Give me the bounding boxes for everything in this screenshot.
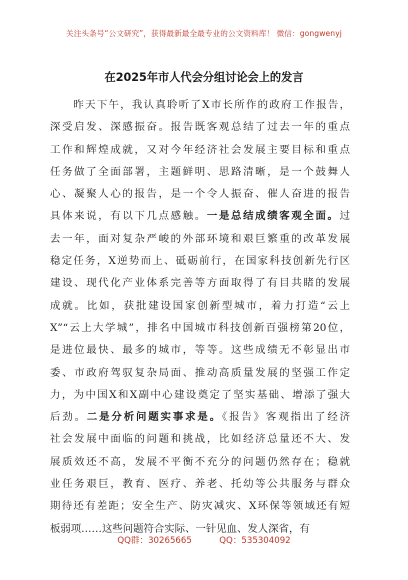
body-line <box>50 451 350 473</box>
document-body <box>50 94 350 540</box>
document-title: 在2025年市人代会分组讨论会上的发言 <box>104 71 304 84</box>
body-line-text: 后劲。 <box>50 411 87 424</box>
body-line-text: 心、凝聚人心的报告，是一个令人振奋、催人奋进的报告 <box>50 188 350 201</box>
body-line-text: 稳定任务，X逆势而上、砥砺前行，在国家科技创新先行区 <box>50 255 350 268</box>
body-line-text: 任务做了全面部署，主题鲜明、思路清晰，是一个鼓舞人 <box>50 165 350 178</box>
body-line-text: 具体来说，有以下几点感触。 <box>50 210 207 223</box>
body-line-text: 展质效还不高，发展不平衡不充分的问题仍然存在；稳就 <box>50 455 350 468</box>
body-line-text: 期待还有差距；安全生产、防灾减灾、X环保等领域还有短 <box>50 500 350 513</box>
footer-qq-number: QQ：535304092 <box>219 536 291 546</box>
body-line <box>50 295 350 317</box>
body-line-text: 去一年，面对复杂严峻的外部环境和艰巨繁重的改革发展 <box>50 232 350 245</box>
body-line <box>50 250 350 272</box>
body-line-text: X”“云上大学城”，排名中国城市科技创新百强榜第20位， <box>50 321 350 334</box>
body-line-text: 力，为中国X和X副中心建设奠定了坚实基础、增添了强大 <box>50 388 350 401</box>
footer-contact <box>0 534 408 546</box>
body-line-emphasis: 一是总结成绩客观全面。 <box>206 210 340 223</box>
body-line <box>50 495 350 517</box>
body-line <box>50 362 350 384</box>
body-line-text: 过 <box>339 210 350 223</box>
body-line-text: 社会发展中面临的问题和挑战，比如经济总量还不大、发 <box>50 433 350 446</box>
body-line <box>50 228 350 250</box>
body-line <box>50 317 350 339</box>
body-line-text: 板弱项……这些问题符合实际、一针见血、发人深省，有 <box>50 522 310 535</box>
body-line <box>50 94 350 116</box>
footer-qq-group: QQ群：30265665 <box>117 536 192 546</box>
body-line <box>50 473 350 495</box>
body-line-text: 是进位最快、最多的城市，等等。这些成绩无不彰显出市 <box>50 344 350 357</box>
body-line <box>50 116 350 138</box>
body-line-text: 昨天下午，我认真聆听了X市长所作的政府工作报告， <box>50 99 350 111</box>
body-line <box>50 183 350 205</box>
body-line <box>50 139 350 161</box>
body-line <box>50 161 350 183</box>
body-line-text: 工作和辉煌成就，又对今年经济社会发展主要目标和重点 <box>50 143 350 156</box>
body-line <box>50 205 350 227</box>
body-line-text: 委、市政府驾驭复杂局面、推动高质量发展的坚强工作定 <box>50 366 350 379</box>
body-line <box>50 406 350 428</box>
body-line-text: 建设、现代化产业体系完善等方面取得了有目共睹的发展 <box>50 277 350 290</box>
body-line <box>50 339 350 361</box>
body-line-text: 《报告》客观指出了经济 <box>221 411 350 424</box>
body-line <box>50 272 350 294</box>
body-line-text: 深受启发、深感振奋。报告既客观总结了过去一年的重点 <box>50 121 350 134</box>
body-line-text: 业任务艰巨，教育、医疗、养老、托幼等公共服务与群众 <box>50 478 350 491</box>
body-line <box>50 428 350 450</box>
body-line-text: 成就。比如，获批建设国家创新型城市，着力打造“云上 <box>50 299 350 312</box>
body-line <box>50 384 350 406</box>
header-banner: 关注头条号“公文研究”，获得最新最全最专业的公文资料库！ 微信：gongwenyj <box>66 29 342 38</box>
body-line-emphasis: 二是分析问题实事求是。 <box>86 411 222 424</box>
